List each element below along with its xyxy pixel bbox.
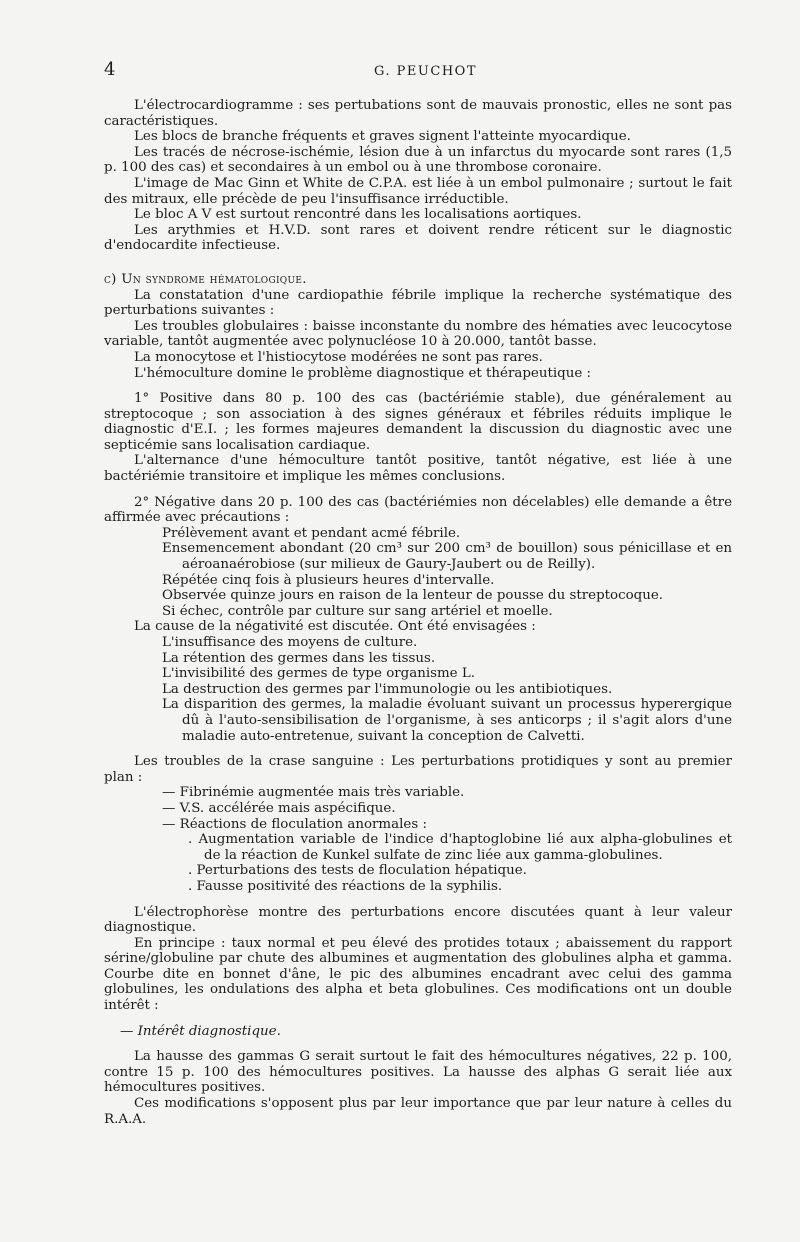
paragraph: Les blocs de branche fréquents et graves signent l'atteinte myocardique. <box>134 129 631 145</box>
list-item: Observée quinze jours en raison de la lenteur de pousse du streptocoque. <box>162 588 664 604</box>
list-item: . Augmentation variable de l'indice d'haptoglobine lié aux alpha-globulines et de la réaction de Kunkel sulfate de zinc liée aux gamma-globulines. <box>188 832 732 863</box>
paragraph: L'image de Mac Ginn et White de C.P.A. est liée à un embol pulmonaire ; surtout le fait des mitraux, elle précède de peu l'insuffisance irréductible. <box>104 175 732 207</box>
list-item: L'insuffisance des moyens de culture. <box>162 635 418 650</box>
paragraph: Les troubles globulaires : baisse inconstante du nombre des hématies avec leucocytose variable, tantôt augmentée avec polynucléose 10 à 20.000, tantôt basse. <box>104 318 732 350</box>
paragraph: Les arythmies et H.V.D. sont rares et doivent rendre réticent sur le diagnostic d'endocardite infectieuse. <box>104 222 732 254</box>
section-heading: c) Un syndrome hématologique. <box>104 271 307 287</box>
list-item: Si échec, contrôle par culture sur sang artériel et moelle. <box>162 603 553 619</box>
list-item: La rétention des germes dans les tissus. <box>162 650 436 666</box>
paragraph: Les tracés de nécrose-ischémie, lésion due à un infarctus du myocarde sont rares (1,5 p. 100 des cas) et secondaires à un embol ou à une thrombose coronaire. <box>104 144 732 176</box>
paragraph: 1° Positive dans 80 p. 100 des cas (bactériémie stable), due généralement au streptocoque ; son association à des signes généraux et fébriles réduits implique le diagnostic d'E.I. ; les formes majeures demandent la discussion du diagnostic avec une septicémie sans localisation cardiaque. <box>104 391 732 453</box>
list-item: La disparition des germes, la maladie évoluant suivant un processus hyperergique dû à l'auto-sensibilisation de l'organisme, à ses anticorps ; il s'agit alors d'une maladie auto-entretenue, suivant la conception de Calvetti. <box>162 697 732 744</box>
paragraph: L'électrocardiogramme : ses pertubations sont de mauvais pronostic, elles ne sont pas caractéristiques. <box>104 98 732 129</box>
list-item: . Fausse positivité des réactions de la syphilis. <box>188 878 503 894</box>
list-item: Ensemencement abondant (20 cm³ sur 200 cm³ de bouillon) sous pénicillase et en aéroanaérobiose (sur milieux de Gaury-Jaubert ou de Reilly). <box>162 541 732 573</box>
paragraph: 2° Négative dans 20 p. 100 des cas (bactériémies non décelables) elle demande a être affirmée avec précautions : <box>104 494 732 526</box>
list-item: Prélèvement avant et pendant acmé fébrile. <box>162 525 461 541</box>
paragraph: L'électrophorèse montre des perturbations encore discutées quant à leur valeur diagnostique. <box>104 904 732 936</box>
paragraph: La constatation d'une cardiopathie fébrile implique la recherche systématique des perturbations suivantes : <box>104 287 732 319</box>
paragraph: La monocytose et l'histiocytose modérées ne sont pas rares. <box>134 349 543 365</box>
paragraph: L'hémoculture domine le problème diagnostique et thérapeutique : <box>134 365 592 381</box>
body-text <box>104 98 732 1127</box>
list-item: L'invisibilité des germes de type organisme L. <box>162 666 476 682</box>
subheading: — Intérêt diagnostique. <box>120 1023 281 1039</box>
page-number: 4 <box>104 59 116 80</box>
paragraph: En principe : taux normal et peu élevé des protides totaux ; abaissement du rapport sérine/globuline par chute des albumines et augmentation des globulines alpha et gamma. Courbe dite en bonnet d'âne, le pic des albumines encadrant avec celui des gamma globulines, les ondulations des alpha et beta globulines. Ces modifications ont un double intérêt : <box>104 935 732 1014</box>
list-item: La destruction des germes par l'immunologie ou les antibiotiques. <box>162 681 613 697</box>
list-item: — Réactions de floculation anormales : <box>162 816 427 832</box>
list-item: . Perturbations des tests de floculation hépatique. <box>188 863 527 879</box>
list-item: — V.S. accélérée mais aspécifique. <box>162 800 396 816</box>
list-item: — Fibrinémie augmentée mais très variable. <box>162 785 465 801</box>
running-head: G. PEUCHOT <box>374 64 477 79</box>
paragraph: La hausse des gammas G serait surtout le fait des hémocultures négatives, 22 p. 100, contre 15 p. 100 des hémocultures positives. La hausse des alphas G serait liée aux hémocultures positives. <box>104 1049 732 1096</box>
list-item: Répétée cinq fois à plusieurs heures d'intervalle. <box>162 572 495 588</box>
paragraph: Ces modifications s'opposent plus par leur importance que par leur nature à celles du R.A.A. <box>104 1096 732 1127</box>
paragraph: Les troubles de la crase sanguine : Les perturbations protidiques y sont au premier plan : <box>104 754 732 785</box>
paragraph: La cause de la négativité est discutée. Ont été envisagées : <box>134 619 536 635</box>
paragraph: Le bloc A V est surtout rencontré dans les localisations aortiques. <box>134 207 582 223</box>
page-header <box>104 59 690 82</box>
paragraph: L'alternance d'une hémoculture tantôt positive, tantôt négative, est liée à une bactériémie transitoire et implique les mêmes conclusions. <box>104 453 732 485</box>
